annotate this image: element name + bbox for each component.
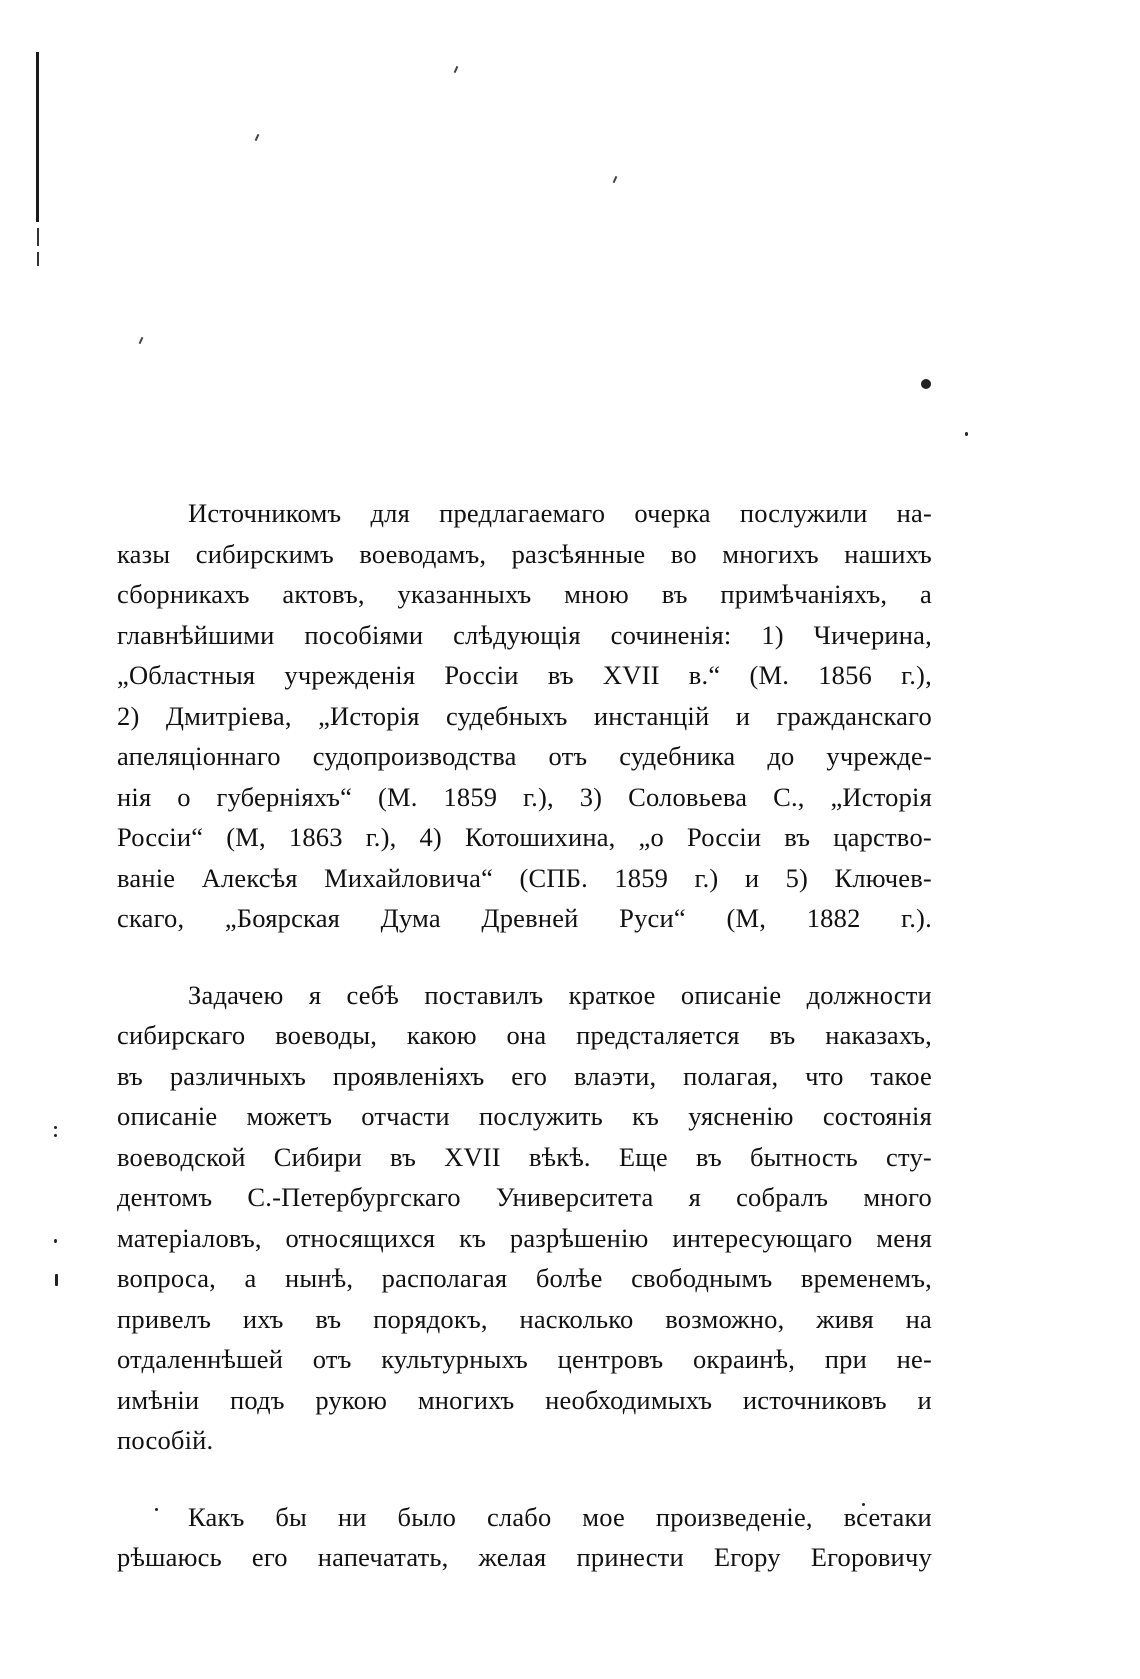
word: и <box>735 700 751 731</box>
word: судебныхъ <box>446 700 568 731</box>
word: свободнымъ <box>631 1263 773 1293</box>
text-line <box>117 1015 932 1056</box>
word: имѣніи <box>117 1384 200 1415</box>
word: подъ <box>230 1384 285 1415</box>
paragraph-gap <box>117 939 932 975</box>
text-line <box>117 574 932 615</box>
word: окраинѣ, <box>692 1344 796 1374</box>
word: Дмитріева, <box>165 700 292 731</box>
word: предсталяется <box>576 1020 740 1050</box>
word: судопроизводства <box>312 741 517 771</box>
word: въ <box>547 660 574 690</box>
paragraph <box>117 975 932 1461</box>
word: послужить <box>478 1101 603 1131</box>
word: и <box>917 1384 932 1415</box>
word: и <box>744 862 760 893</box>
word: отъ <box>312 1344 352 1374</box>
text-line <box>117 493 932 534</box>
word: Егору <box>713 1542 781 1572</box>
word: примѣчаніяхъ, <box>720 579 888 609</box>
word: Задачею <box>188 979 284 1010</box>
word: для <box>370 498 410 528</box>
word: воеводской <box>117 1141 246 1172</box>
ink-speck <box>54 1239 57 1243</box>
paragraph <box>117 1497 932 1578</box>
word: поставилъ <box>424 979 544 1010</box>
word: матеріаловъ, <box>117 1222 262 1253</box>
word: 1859 <box>614 862 669 893</box>
text-line <box>117 898 932 939</box>
text-line <box>117 777 932 818</box>
word: отчасти <box>361 1101 450 1131</box>
text-line <box>117 858 932 899</box>
word: какою <box>406 1020 477 1050</box>
word: къ <box>632 1101 660 1131</box>
text-line <box>117 1096 932 1137</box>
word: губерніяхъ“ <box>216 781 353 812</box>
word: можетъ <box>246 1101 333 1131</box>
word: много <box>863 1182 932 1212</box>
word: Еще <box>618 1141 668 1172</box>
word: нія <box>117 781 152 812</box>
word: я <box>688 1182 701 1212</box>
word: предлагаемаго <box>439 498 606 528</box>
word: желая <box>478 1542 547 1572</box>
word: произведеніе, <box>655 1501 813 1532</box>
word: 1856 <box>818 660 873 690</box>
word: актовъ, <box>282 579 365 609</box>
word: краткое <box>568 979 656 1010</box>
word: Чичерина, <box>813 619 932 650</box>
word: въ <box>695 1141 722 1172</box>
word: болѣе <box>535 1263 603 1293</box>
word: Сибири <box>273 1141 362 1172</box>
word: слѣдующія <box>453 619 581 650</box>
word: гражданскаго <box>776 700 932 731</box>
word: XVII <box>444 1141 501 1172</box>
word: было <box>397 1501 457 1532</box>
word: казы <box>117 538 171 569</box>
word: Михайловича“ <box>324 862 494 893</box>
binding-edge-mark <box>37 228 39 246</box>
word: собралъ <box>736 1182 829 1212</box>
ink-speck <box>54 1134 57 1137</box>
word: г.). <box>901 903 932 933</box>
word: на- <box>896 498 932 528</box>
word: Древней <box>481 903 579 933</box>
word: относящихся <box>285 1222 436 1253</box>
word: насколько <box>519 1303 634 1334</box>
word: не- <box>896 1344 932 1374</box>
word: интересующаго <box>672 1222 853 1253</box>
word: Источникомъ <box>188 498 342 528</box>
word: многихъ <box>722 538 819 569</box>
text-line <box>117 1218 932 1259</box>
word: 4) <box>419 822 442 852</box>
word: Россіи <box>444 660 519 690</box>
word: г.), <box>901 660 932 690</box>
word: (М. <box>749 660 790 690</box>
word: бытность <box>749 1141 858 1172</box>
word: на <box>905 1303 932 1334</box>
word: временемъ, <box>800 1263 932 1293</box>
word: въ <box>661 579 688 609</box>
word: Ключев- <box>834 862 932 893</box>
word: воеводы, <box>275 1020 378 1050</box>
word: сочиненія: <box>610 619 732 650</box>
word: наказахъ, <box>825 1020 932 1050</box>
text-line <box>117 655 932 696</box>
text-line <box>117 534 932 575</box>
word: учрежденія <box>284 660 416 690</box>
word: рукою <box>315 1384 388 1415</box>
ink-speck <box>921 379 931 389</box>
word: апеляціоннаго <box>117 741 281 771</box>
word: принести <box>576 1542 684 1572</box>
word: 1) <box>761 619 784 650</box>
word: ихъ <box>242 1303 284 1334</box>
text-line <box>117 1258 932 1299</box>
word: „Областныя <box>117 660 256 690</box>
word: ваніе <box>117 862 176 893</box>
binding-edge-mark <box>37 252 39 266</box>
text-line <box>117 817 932 858</box>
binding-edge-line <box>36 52 39 222</box>
word: рѣшаюсь <box>117 1542 222 1572</box>
word: о <box>177 781 191 812</box>
word: (М, <box>726 903 767 933</box>
ink-speck <box>965 432 968 436</box>
word: вѣкѣ. <box>528 1141 591 1172</box>
word: въ <box>784 822 811 852</box>
word: Алексѣя <box>201 862 298 893</box>
word: 2) <box>117 700 140 731</box>
word: уясненію <box>688 1101 794 1131</box>
word: „Исторія <box>318 700 420 731</box>
word: себѣ <box>346 979 400 1010</box>
word: Котошихина, <box>464 822 616 852</box>
word: возможно, <box>665 1303 785 1334</box>
word: разрѣшенію <box>509 1222 649 1253</box>
word: меня <box>876 1222 932 1253</box>
word: влаэти, <box>573 1060 657 1091</box>
word: напечатать, <box>317 1542 449 1572</box>
word: различныхъ <box>169 1060 306 1091</box>
word: Руси“ <box>619 903 686 933</box>
text-line <box>117 1420 932 1461</box>
word: очерка <box>634 498 711 528</box>
word: въ <box>117 1060 143 1091</box>
text-line <box>117 1056 932 1097</box>
word: что <box>805 1060 844 1091</box>
word: при <box>824 1344 867 1374</box>
word: въ <box>390 1141 417 1172</box>
word: до <box>767 741 795 771</box>
text-line <box>117 1299 932 1340</box>
ink-speck <box>55 1274 58 1286</box>
word: вопроса, <box>117 1263 216 1293</box>
word: г.), <box>523 781 554 812</box>
ink-speck <box>255 134 260 141</box>
text-line <box>117 1339 932 1380</box>
word: источниковъ <box>742 1384 887 1415</box>
word: 1863 <box>288 822 343 852</box>
word: „Исторія <box>830 781 932 812</box>
word: 1859 <box>443 781 498 812</box>
word: а <box>244 1263 257 1293</box>
word: учрежде- <box>826 741 932 771</box>
word: Россіи“ <box>117 822 204 852</box>
word: всетаки <box>843 1501 932 1532</box>
word: Университета <box>495 1182 654 1212</box>
word: Соловьева <box>628 781 748 812</box>
ink-speck <box>54 1126 57 1129</box>
word: „о <box>638 822 664 852</box>
word: судебника <box>619 741 736 771</box>
word: (СПБ. <box>519 862 588 893</box>
word: къ <box>459 1222 487 1253</box>
word: его <box>511 1060 548 1091</box>
body-text <box>117 493 932 1578</box>
word: центровъ <box>557 1344 664 1374</box>
word: Россіи <box>686 822 762 852</box>
text-line <box>117 696 932 737</box>
word: многихъ <box>417 1384 515 1415</box>
word: 1882 <box>806 903 861 933</box>
ink-speck <box>454 66 459 73</box>
word: проявленіяхъ <box>332 1060 485 1091</box>
word: 3) <box>579 781 603 812</box>
text-line <box>117 736 932 777</box>
ink-speck <box>613 176 618 183</box>
word: отдаленнѣшей <box>117 1344 284 1374</box>
word: С.-Петербургскаго <box>247 1182 461 1212</box>
word: разсѣянные <box>511 538 646 569</box>
word: должности <box>806 979 932 1010</box>
text-line <box>117 975 932 1016</box>
word: отъ <box>548 741 588 771</box>
word: г.), <box>365 822 397 852</box>
text-line <box>117 1497 932 1538</box>
word: пособій. <box>117 1425 214 1455</box>
word: во <box>670 538 697 569</box>
word: дентомъ <box>117 1182 213 1212</box>
word: сибирскаго <box>117 1020 246 1050</box>
word: бы <box>275 1501 308 1532</box>
word: указанныхъ <box>397 579 532 609</box>
word: „Боярская <box>224 903 341 933</box>
word: воеводамъ, <box>359 538 487 569</box>
word: (М, <box>226 822 266 852</box>
word: пособіями <box>304 619 424 650</box>
text-line <box>117 1380 932 1421</box>
word: сибирскимъ <box>195 538 334 569</box>
ink-speck <box>139 337 144 344</box>
word: (М. <box>377 781 418 812</box>
word: порядокъ, <box>373 1303 488 1334</box>
word: нашихъ <box>844 538 932 569</box>
word: культурныхъ <box>381 1344 528 1374</box>
paragraph <box>117 493 932 939</box>
word: необходимыхъ <box>545 1384 713 1415</box>
word: его <box>251 1542 288 1572</box>
word: сборникахъ <box>117 579 250 609</box>
text-line <box>117 1177 932 1218</box>
text-line <box>117 1137 932 1178</box>
word: живя <box>816 1303 874 1334</box>
word: описаніе <box>680 979 782 1010</box>
word: XVII <box>602 660 660 690</box>
word: С., <box>773 781 805 812</box>
word: нынѣ, <box>284 1263 354 1293</box>
paragraph-gap <box>117 1461 932 1497</box>
word: Дума <box>380 903 441 933</box>
word: описаніе <box>117 1101 218 1131</box>
word: привелъ <box>117 1303 212 1334</box>
word: в.“ <box>688 660 721 690</box>
word: я <box>308 979 322 1010</box>
word: ни <box>337 1501 367 1532</box>
word: инстанцій <box>593 700 710 731</box>
word: въ <box>315 1303 342 1334</box>
text-line <box>117 1537 932 1578</box>
word: главнѣйшими <box>117 619 275 650</box>
word: располагая <box>381 1263 508 1293</box>
word: послужили <box>739 498 868 528</box>
word: 5) <box>785 862 809 893</box>
word: мною <box>564 579 629 609</box>
word: полагая, <box>683 1060 779 1091</box>
word: а <box>919 579 932 609</box>
text-line <box>117 615 932 656</box>
word: Егоровичу <box>810 1542 932 1572</box>
word: скаго, <box>117 903 185 933</box>
word: состоянія <box>822 1101 932 1131</box>
word: мое <box>582 1501 625 1532</box>
word: слабо <box>486 1501 552 1532</box>
word: сту- <box>886 1141 932 1172</box>
word: въ <box>769 1020 796 1050</box>
word: г.) <box>694 862 719 893</box>
word: она <box>506 1020 547 1050</box>
word: такое <box>870 1060 932 1091</box>
word: Какъ <box>188 1501 245 1532</box>
word: царствo- <box>833 822 932 852</box>
